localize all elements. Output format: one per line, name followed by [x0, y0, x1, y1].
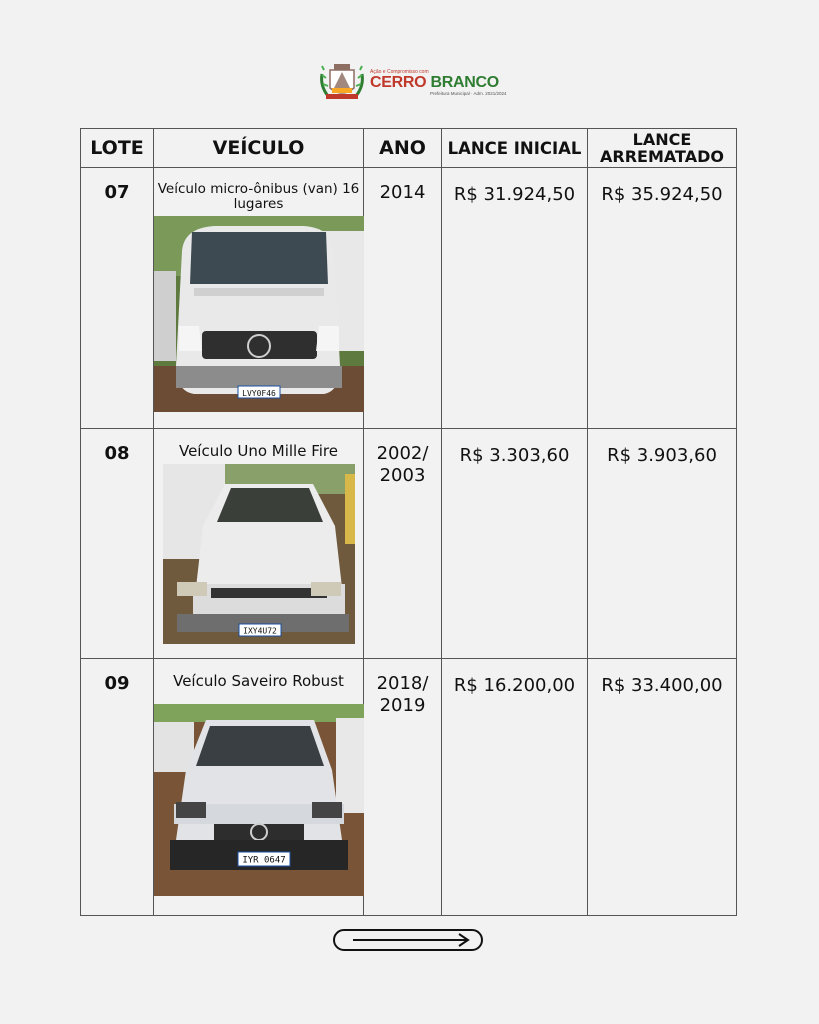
- header-lance-inicial: LANCE INICIAL: [442, 129, 588, 168]
- vehicle-cell: [154, 168, 364, 429]
- year-value-end: 2019: [379, 695, 426, 716]
- initial-bid: R$ 16.200,00: [442, 659, 588, 916]
- vehicle-plate: LVY0F46: [242, 389, 276, 398]
- auction-lots-table: [80, 128, 737, 916]
- vehicle-description: Veículo Uno Mille Fire: [178, 442, 338, 460]
- year-cell: [364, 168, 442, 429]
- year-value-start: 2002/: [376, 443, 429, 464]
- table-row: [81, 659, 737, 916]
- vehicle-cell: [154, 429, 364, 659]
- vehicle-photo-uno: [163, 464, 355, 644]
- winning-bid: R$ 35.924,50: [588, 168, 737, 429]
- vehicle-plate: IYR 0647: [242, 855, 286, 866]
- initial-bid: R$ 3.303,60: [442, 429, 588, 659]
- header-veiculo: VEÍCULO: [154, 129, 364, 168]
- municipality-logo: [318, 60, 508, 108]
- initial-bid: R$ 31.924,50: [442, 168, 588, 429]
- year-cell: [364, 429, 442, 659]
- vehicle-cell: [154, 659, 364, 916]
- next-page-button[interactable]: [333, 929, 483, 951]
- table-row: [81, 168, 737, 429]
- table-row: [81, 429, 737, 659]
- coat-of-arms-icon: [318, 60, 366, 104]
- logo-name: [370, 74, 499, 92]
- logo-subtitle: Prefeitura Municipal · Adm. 2021/2024: [430, 91, 507, 96]
- table-header-row: [81, 129, 737, 168]
- winning-bid: R$ 33.400,00: [588, 659, 737, 916]
- logo-name-part2: BRANCO: [430, 74, 499, 91]
- lote-number: 08: [81, 429, 154, 659]
- year-value-start: 2018/: [376, 673, 429, 694]
- year-cell: [364, 659, 442, 916]
- vehicle-photo-van: [154, 216, 364, 412]
- logo-tagline: Ação e Compromisso com: [370, 69, 429, 75]
- lote-number: 09: [81, 659, 154, 916]
- vehicle-description: Veículo Saveiro Robust: [173, 672, 344, 690]
- vehicle-plate: IXY4U72: [242, 626, 277, 636]
- header-lote: LOTE: [81, 129, 154, 168]
- winning-bid: R$ 3.903,60: [588, 429, 737, 659]
- vehicle-description: Veículo micro-ônibus (van) 16 lugares: [157, 181, 360, 212]
- lote-number: 07: [81, 168, 154, 429]
- header-lance-arrematado: LANCE ARREMATADO: [588, 129, 737, 168]
- year-value-end: 2003: [379, 465, 426, 486]
- year-value: 2014: [379, 182, 426, 203]
- arrow-right-icon: [335, 931, 481, 949]
- vehicle-photo-saveiro: [154, 704, 364, 896]
- header-ano: ANO: [364, 129, 442, 168]
- logo-name-part1: CERRO: [370, 74, 427, 91]
